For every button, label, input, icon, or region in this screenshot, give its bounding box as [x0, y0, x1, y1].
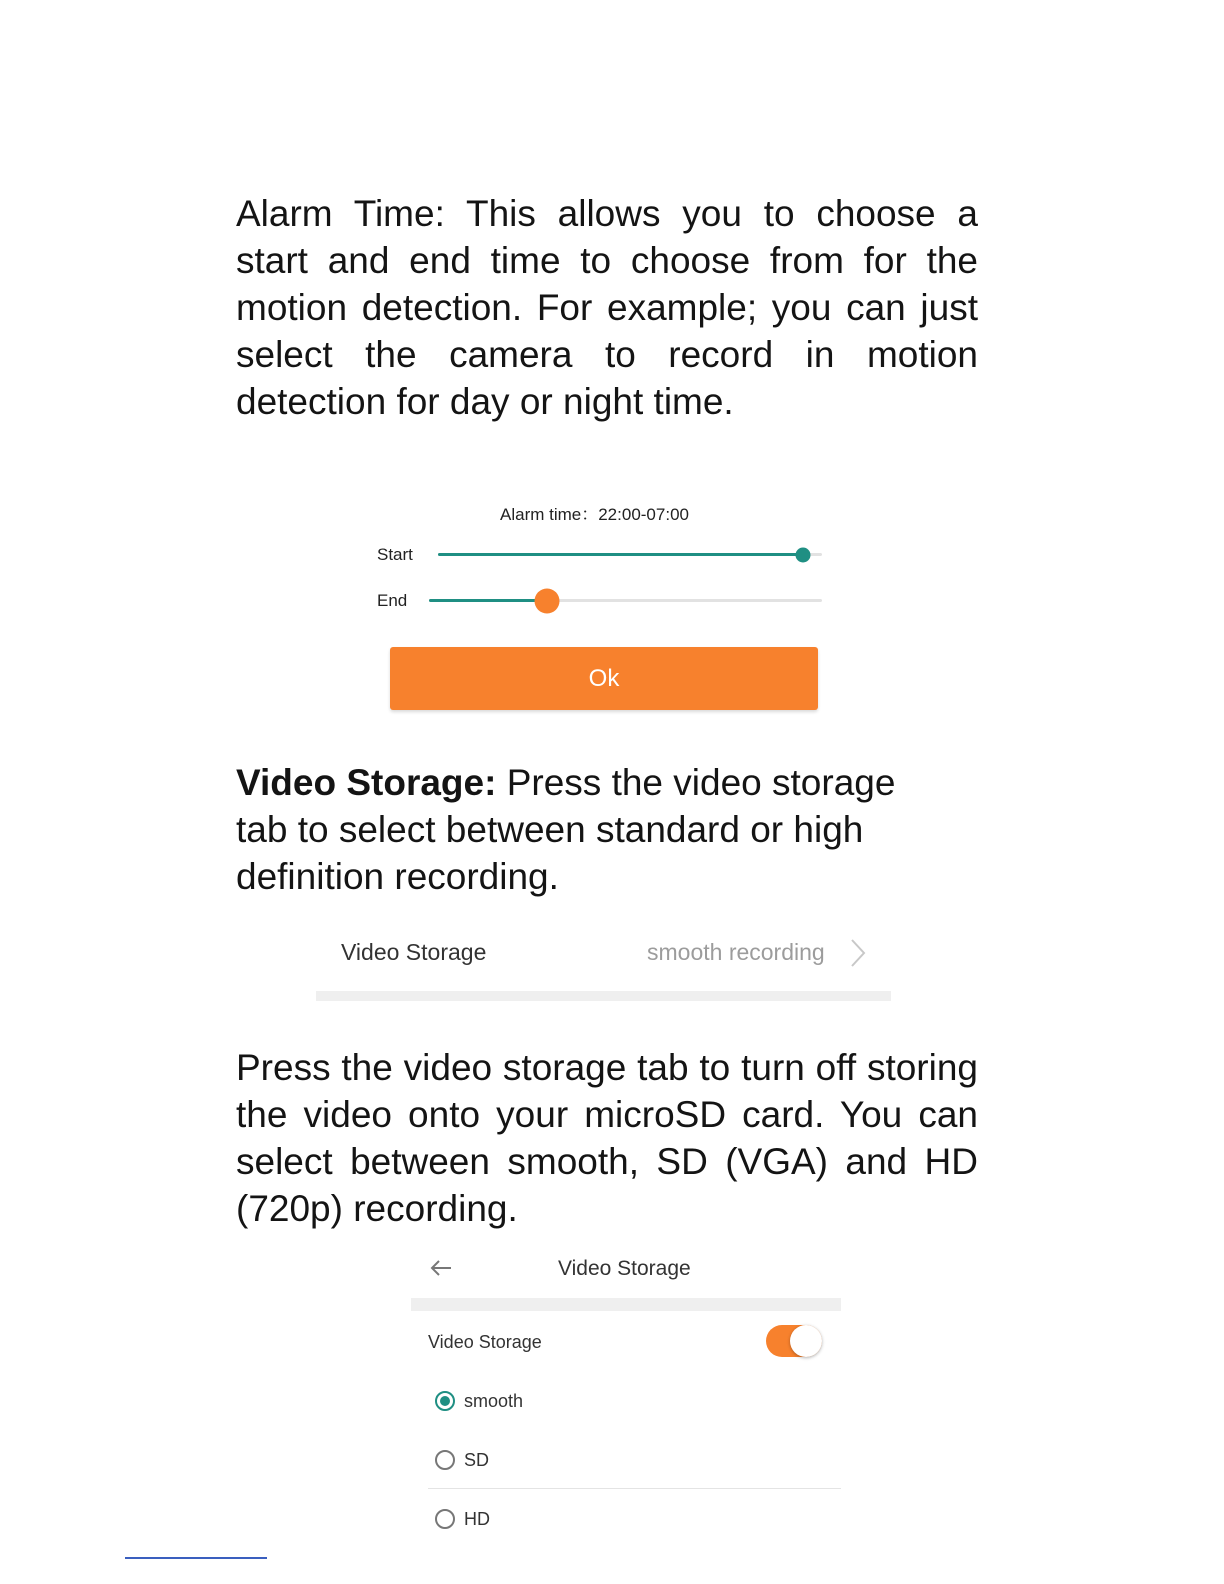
alarm-time-paragraph: Alarm Time: This allows you to choose a start and end time to choose from for the motion detection. For example; you can just select the camera to record in motion detection for day or night time.	[236, 193, 978, 422]
screen-title: Video Storage	[558, 1257, 691, 1280]
end-slider-fill	[429, 599, 547, 602]
arrow-left-icon[interactable]	[429, 1258, 453, 1282]
chevron-right-icon	[849, 938, 867, 972]
option-sd[interactable]	[435, 1446, 489, 1474]
video-storage-row[interactable]	[316, 925, 891, 991]
start-label: Start	[377, 545, 413, 564]
option-label: smooth	[464, 1390, 524, 1411]
video-storage-screen	[411, 1248, 841, 1548]
start-slider-thumb[interactable]	[795, 547, 810, 562]
option-label: HD	[464, 1508, 490, 1529]
video-storage-toggle-label: Video Storage	[428, 1332, 542, 1352]
video-storage-paragraph	[236, 759, 936, 900]
option-smooth[interactable]	[435, 1387, 523, 1415]
start-slider[interactable]	[438, 553, 822, 556]
option-label: SD	[464, 1449, 490, 1470]
toggle-knob	[790, 1325, 822, 1357]
video-storage-heading: Video Storage:	[236, 762, 497, 803]
radio-unchecked-icon[interactable]	[435, 1509, 455, 1529]
row-divider	[316, 991, 891, 1001]
header-divider	[411, 1298, 841, 1311]
radio-checked-icon[interactable]	[435, 1391, 455, 1411]
video-storage-toggle[interactable]	[766, 1325, 822, 1357]
end-slider[interactable]	[429, 599, 822, 602]
turn-off-paragraph: Press the video storage tab to turn off storing the video onto your microSD card. You can select between smooth, SD (VGA) and HD (720p) recording.	[236, 1047, 978, 1229]
video-storage-row-value: smooth recording	[647, 939, 825, 965]
video-storage-row-label: Video Storage	[341, 939, 487, 965]
start-slider-fill	[438, 553, 803, 556]
footer-rule	[125, 1557, 267, 1559]
option-divider	[428, 1488, 841, 1489]
end-label: End	[377, 591, 408, 610]
alarm-time-title: Alarm time：22:00-07:00	[500, 505, 689, 524]
ok-button[interactable]: Ok	[390, 647, 818, 710]
end-slider-thumb[interactable]	[534, 588, 559, 613]
video-storage-description: Press the video storage tab to select between standard or high definition recording.	[236, 762, 896, 897]
radio-unchecked-icon[interactable]	[435, 1450, 455, 1470]
option-hd[interactable]	[435, 1505, 490, 1533]
